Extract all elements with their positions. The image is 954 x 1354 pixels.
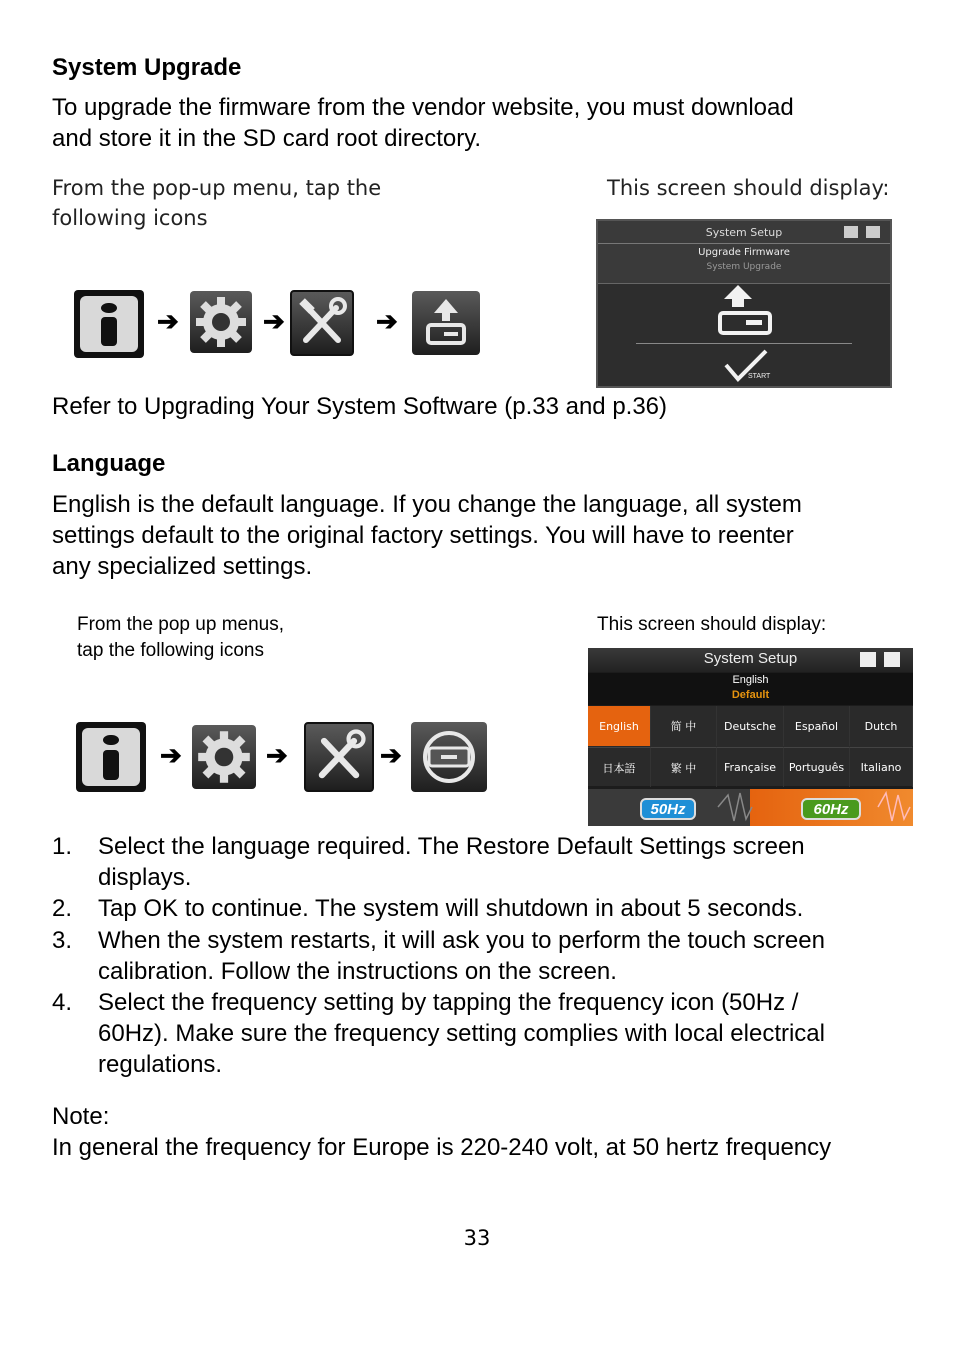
frequency-60hz-button[interactable]: 60Hz — [801, 798, 861, 820]
language-option[interactable]: Dutch — [850, 706, 913, 746]
arrow-right-icon: ➔ — [380, 740, 402, 770]
start-label: START — [748, 373, 771, 380]
tools-icon — [290, 290, 354, 356]
language-option[interactable]: Deutsche — [717, 706, 784, 746]
upgrade-left-caption-line2: following icons — [52, 206, 208, 230]
arrow-right-icon: ➔ — [376, 306, 398, 336]
language-option[interactable]: 简 中 — [651, 706, 717, 746]
screen-line1: Upgrade Firmware — [698, 247, 790, 258]
upgrade-paragraph-line1: To upgrade the firmware from the vendor website, you must download — [52, 94, 794, 121]
page-number: 33 — [463, 1226, 491, 1250]
system-upgrade-screen — [596, 219, 892, 388]
language-option[interactable]: Português — [784, 747, 850, 787]
screen-title: System Setup — [703, 650, 798, 667]
language-right-caption: This screen should display: — [597, 614, 827, 635]
upgrade-right-caption: This screen should display: — [607, 176, 890, 200]
tools-icon — [304, 722, 374, 792]
language-option[interactable]: Française — [717, 747, 784, 787]
gear-icon — [190, 291, 252, 353]
frequency-50hz-button[interactable]: 50Hz — [640, 798, 696, 820]
upgrade-paragraph-line2: and store it in the SD card root directory. — [52, 125, 482, 152]
language-option[interactable]: 繁 中 — [651, 747, 717, 787]
language-paragraph-line2: settings default to the original factory settings. You will have to reenter — [52, 522, 794, 549]
language-option[interactable]: Italiano — [850, 747, 913, 787]
arrow-right-icon: ➔ — [157, 306, 179, 336]
current-language: English — [732, 674, 769, 686]
section-heading-system-upgrade: System Upgrade — [52, 54, 242, 81]
screen-line2: System Upgrade — [706, 262, 782, 272]
back-icon[interactable] — [866, 226, 880, 238]
arrow-right-icon: ➔ — [266, 740, 288, 770]
language-icon — [411, 722, 487, 792]
language-paragraph-line3: any specialized settings. — [52, 553, 313, 580]
section-heading-language: Language — [52, 450, 166, 477]
home-icon[interactable] — [860, 652, 876, 667]
home-icon[interactable] — [844, 226, 858, 238]
language-option[interactable]: 日本語 — [588, 747, 651, 787]
upgrade-icon — [412, 291, 480, 355]
note-label: Note: — [52, 1103, 110, 1130]
language-left-caption-line1: From the pop up menus, — [77, 614, 284, 635]
language-paragraph-line1: English is the default language. If you change the language, all system — [52, 491, 802, 518]
info-icon — [76, 722, 146, 792]
info-icon — [74, 290, 144, 358]
note-text: In general the frequency for Europe is 220-240 volt, at 50 hertz frequency — [52, 1134, 832, 1161]
language-screen — [588, 648, 913, 826]
arrow-right-icon: ➔ — [263, 306, 285, 336]
back-icon[interactable] — [884, 652, 900, 667]
upgrade-icon[interactable] — [716, 285, 774, 339]
default-label: Default — [731, 689, 770, 701]
upgrade-left-caption-line1: From the pop-up menu, tap the — [52, 176, 382, 200]
language-option[interactable]: English — [588, 706, 651, 746]
refer-text: Refer to Upgrading Your System Software (p.33 and p.36) — [52, 393, 668, 420]
language-option[interactable]: Español — [784, 706, 850, 746]
gear-icon — [192, 725, 256, 789]
screen-title: System Setup — [705, 226, 783, 239]
language-left-caption-line2: tap the following icons — [77, 640, 264, 661]
arrow-right-icon: ➔ — [160, 740, 182, 770]
